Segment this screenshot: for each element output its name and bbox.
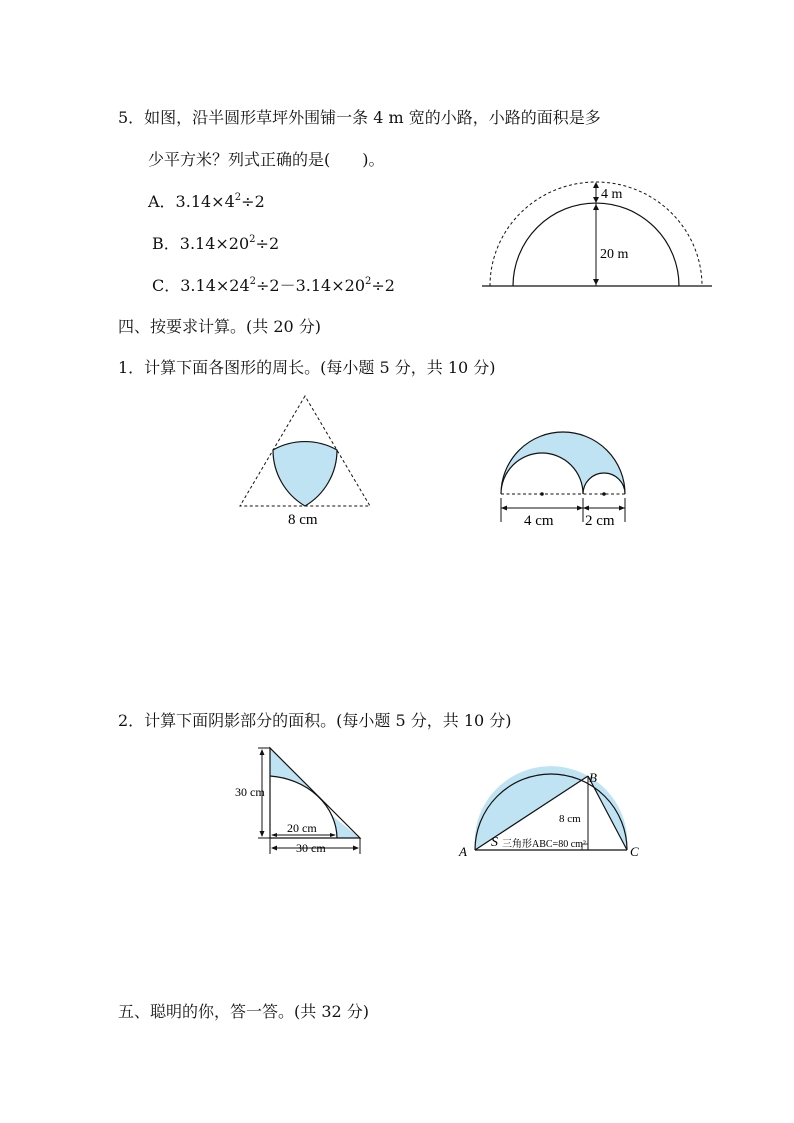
q5-option-a-exp: 2 — [234, 192, 242, 203]
q5-option-b-exp: 2 — [249, 234, 256, 245]
section-4-q1-text: 1．计算下面各图形的周长。(每小题 5 分，共 10 分) — [118, 358, 496, 377]
shaded-region-lower — [330, 814, 360, 838]
area-symbol-S: S — [491, 835, 498, 850]
arrowhead — [577, 506, 583, 511]
q4-2-triangle-quarter-circle-figure — [232, 742, 372, 860]
height-label: 8 cm — [559, 813, 581, 825]
section-4-q2-text: 2．计算下面阴影部分的面积。(每小题 5 分，共 10 分) — [118, 711, 512, 730]
section-5-heading: 五、聪明的你，答一答。(共 32 分) — [118, 1002, 370, 1021]
height-label: 30 cm — [235, 785, 265, 799]
arrowhead-down-radius — [593, 279, 599, 285]
arrowhead — [271, 833, 277, 837]
q5-option-c-part1: C．3.14×24 — [152, 276, 250, 295]
q5-line1: 5．如图，沿半圆形草坪外围铺一条 4 m 宽的小路，小路的面积是多 — [118, 108, 601, 127]
arrowhead — [260, 831, 265, 837]
q5-option-b[interactable] — [152, 234, 279, 254]
side-length-label: 8 cm — [288, 512, 318, 528]
radius-label: 20 m — [600, 247, 629, 262]
arrowhead — [501, 506, 507, 511]
q5-option-c-part3: ÷2 — [371, 276, 395, 295]
q5-option-c-exp1: 2 — [249, 276, 257, 287]
path-width-label: 4 m — [601, 187, 623, 202]
arrowhead-up-radius — [593, 204, 599, 210]
q5-option-a-tail: ÷2 — [241, 192, 265, 211]
triangle-area-label: 三角形ABC=80 cm² — [502, 839, 586, 850]
shaded-region — [501, 432, 625, 494]
q5-option-b-tail: ÷2 — [255, 234, 280, 253]
arrowhead — [353, 846, 359, 851]
section-4-heading: 四、按要求计算。(共 20 分) — [118, 317, 322, 336]
arrowhead-up-top — [593, 182, 599, 188]
arrowhead — [619, 506, 625, 511]
q4-2-semicircle-triangle-figure — [455, 766, 655, 862]
q5-option-c-exp2: 2 — [365, 276, 372, 287]
q4-1-semicircles-figure — [496, 418, 636, 534]
shaded-curved-triangle — [273, 442, 337, 506]
dimension-label-4cm: 4 cm — [524, 513, 554, 529]
center-dot-left — [540, 492, 544, 496]
q5-option-a-base: A．3.14×4 — [148, 192, 235, 211]
q5-option-c-part2: ÷2－3.14×20 — [256, 276, 365, 295]
inner-radius-label: 20 cm — [287, 821, 317, 835]
q5-option-c[interactable] — [152, 276, 395, 296]
q5-option-b-base: B．3.14×20 — [152, 234, 250, 253]
vertex-label-B: B — [589, 770, 597, 785]
vertex-label-A: A — [459, 844, 467, 859]
arrowhead — [583, 506, 589, 511]
base-label: 30 cm — [296, 841, 326, 855]
arrowhead — [260, 749, 265, 755]
arrowhead — [330, 833, 336, 837]
q5-line2: 少平方米？列式正确的是( )。 — [148, 150, 385, 169]
dimension-label-2cm: 2 cm — [585, 513, 615, 529]
q5-semicircle-path-figure — [480, 176, 720, 296]
arrowhead — [271, 846, 277, 851]
vertex-label-C: C — [630, 844, 639, 859]
q4-1-triangle-arcs-figure — [236, 392, 376, 532]
center-dot-right — [602, 492, 606, 496]
arrowhead-down-top — [593, 197, 599, 203]
q5-option-a[interactable] — [148, 192, 265, 212]
